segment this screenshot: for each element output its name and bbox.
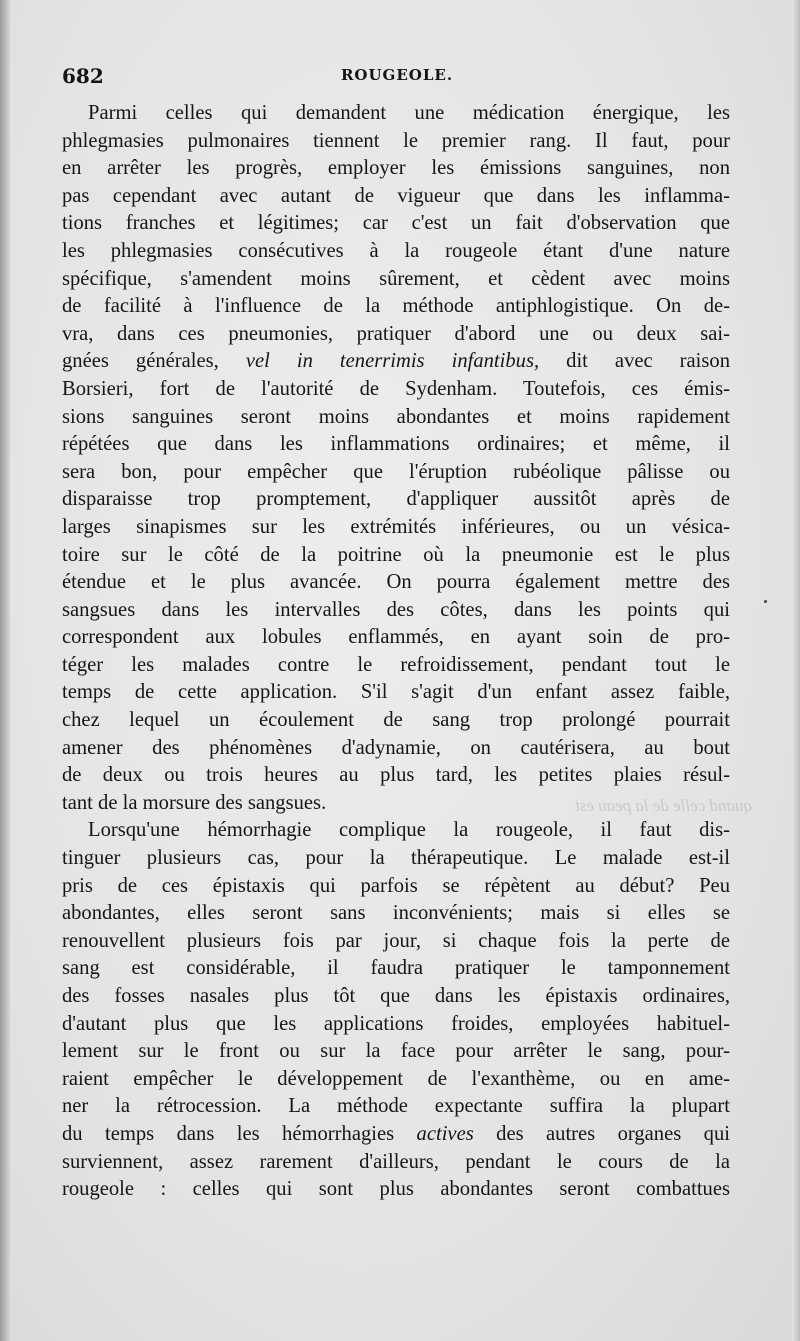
text-line: pris de ces épistaxis qui parfois se répètent au début? Peu: [62, 874, 730, 897]
text-line: tant de la morsure des sangsues.: [62, 791, 327, 814]
text-line: surviennent, assez rarement d'ailleurs, pendant le cours de la: [62, 1150, 730, 1173]
text-line: sions sanguines seront moins abondantes et moins rapidement: [62, 405, 730, 428]
running-head: [62, 64, 732, 94]
text-line: abondantes, elles seront sans inconvénients; mais si elles se: [62, 902, 730, 925]
text-line: lement sur le front ou sur la face pour arrêter le sang, pour-: [62, 1040, 730, 1063]
text-line: de facilité à l'influence de la méthode antiphlogistique. On de-: [62, 295, 730, 318]
text-line: disparaisse trop promptement, d'appliquer aussitôt après de: [62, 488, 730, 511]
text-line: temps de cette application. S'il s'agit d'un enfant assez faible,: [62, 681, 730, 704]
text-fragment: du temps dans les hémorrhagies: [62, 1122, 417, 1145]
text-line: phlegmasies pulmonaires tiennent le premier rang. Il faut, pour: [62, 129, 730, 152]
text-line: chez lequel un écoulement de sang trop prolongé pourrait: [62, 709, 730, 732]
text-line: tions franches et légitimes; car c'est un fait d'observation que: [62, 212, 730, 235]
text-line: téger les malades contre le refroidissement, pendant tout le: [62, 653, 730, 676]
text-line: tinguer plusieurs cas, pour la thérapeutique. Le malade est-il: [62, 847, 730, 870]
text-line: toire sur le côté de la poitrine où la pneumonie est le plus: [62, 543, 730, 566]
text-line: vra, dans ces pneumonies, pratiquer d'abord une ou deux sai-: [62, 322, 730, 345]
running-title: ROUGEOLE.: [340, 66, 454, 84]
text-line-with-italic: [62, 1121, 730, 1149]
text-line: de deux ou trois heures au plus tard, les petites plaies résul-: [62, 764, 730, 787]
page-number: 682: [62, 64, 104, 88]
page-edge: [792, 0, 800, 1341]
text-line: larges sinapismes sur les extrémités inférieures, ou un vésica-: [62, 515, 730, 538]
text-line: rougeole : celles qui sont plus abondantes seront combattues: [62, 1178, 730, 1201]
text-line: correspondent aux lobules enflammés, en ayant soin de pro-: [62, 626, 730, 649]
text-line: étendue et le plus avancée. On pourra également mettre des: [62, 571, 730, 594]
text-line: sang est considérable, il faudra pratiquer le tamponnement: [62, 957, 730, 980]
text-line: des fosses nasales plus tôt que dans les épistaxis ordinaires,: [62, 985, 730, 1007]
text-line-with-italic: [62, 348, 730, 376]
text-line: répétées que dans les inflammations ordinaires; et même, il: [62, 433, 730, 456]
text-line: spécifique, s'amendent moins sûrement, et cèdent avec moins: [62, 267, 730, 290]
text-fragment: gnées générales,: [62, 350, 246, 373]
paper-speck: [764, 600, 767, 603]
text-line: renouvellent plusieurs fois par jour, si chaque fois la perte de: [62, 929, 730, 952]
text-line: sera bon, pour empêcher que l'éruption rubéolique pâlisse ou: [62, 460, 730, 483]
body-text: [62, 100, 730, 1204]
show-through-text: quand celle de la peau est: [575, 796, 753, 815]
italic-word: actives: [416, 1122, 474, 1145]
text-line: pas cependant avec autant de vigueur que dans les inflamma-: [62, 184, 730, 207]
text-line: raient empêcher le développement de l'exanthème, ou en ame-: [62, 1067, 730, 1090]
text-line: Lorsqu'une hémorrhagie complique la rougeole, il faut dis-: [88, 819, 730, 842]
italic-latin-phrase: vel in tenerrimis infantibus,: [245, 350, 540, 373]
text-line: les phlegmasies consécutives à la rougeole étant d'une nature: [62, 239, 730, 262]
text-line: sangsues dans les intervalles des côtes, dans les points qui: [62, 598, 730, 621]
text-line: amener des phénomènes d'adynamie, on cautérisera, au bout: [62, 736, 730, 759]
binding-gutter: [0, 0, 10, 1341]
text-line: en arrêter les progrès, employer les émissions sanguines, non: [62, 157, 730, 180]
text-line: ner la rétrocession. La méthode expectante suffira la plupart: [62, 1095, 730, 1118]
text-fragment: des autres organes qui: [473, 1122, 730, 1145]
text-fragment: dit avec raison: [539, 350, 730, 373]
text-line: d'autant plus que les applications froides, employées habituel-: [62, 1012, 730, 1035]
text-line: Borsieri, fort de l'autorité de Sydenham. Toutefois, ces émis-: [62, 377, 730, 400]
text-line: Parmi celles qui demandent une médication énergique, les: [88, 102, 730, 124]
